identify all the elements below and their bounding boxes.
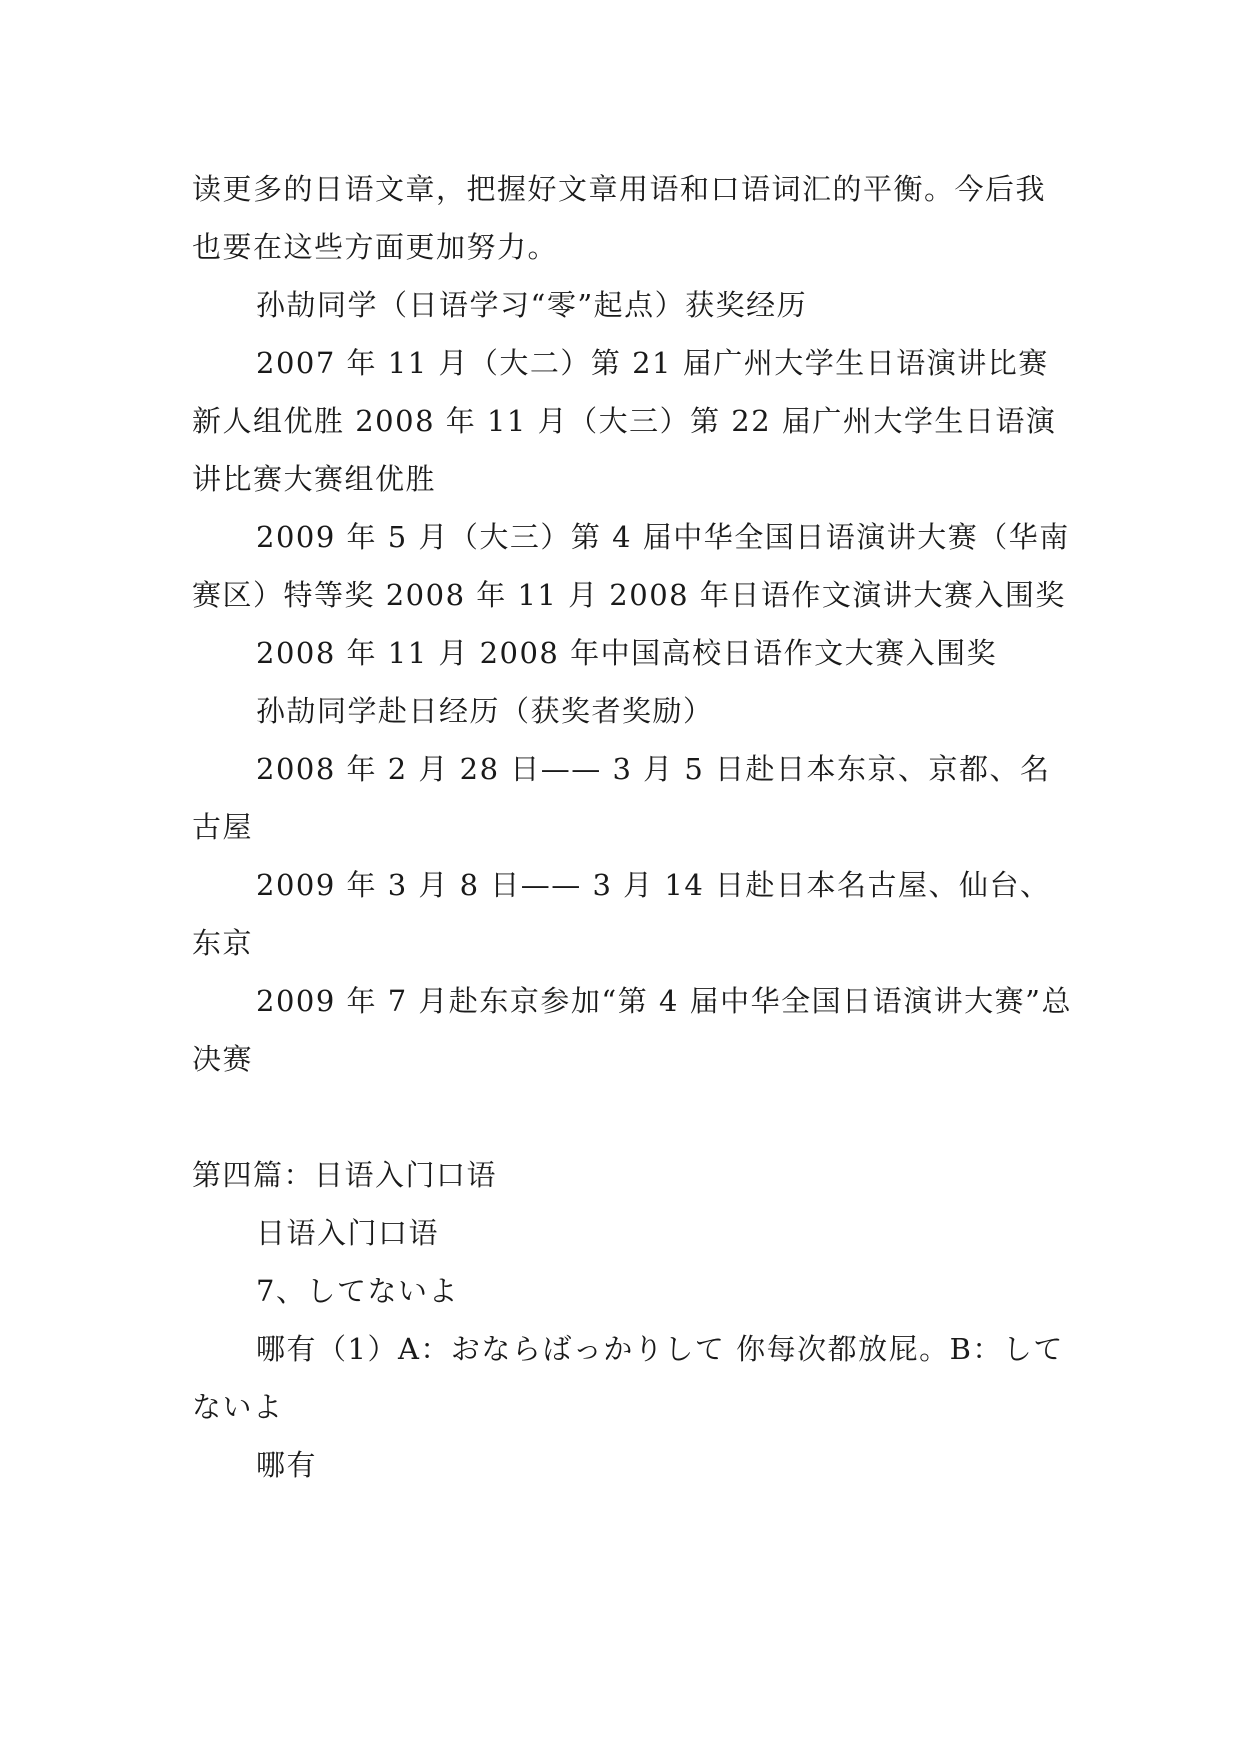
section-heading: 第四篇：日语入门口语 (192, 1158, 498, 1192)
section-paragraph-4: 哪有 (256, 1448, 318, 1482)
paragraph-award-heading: 孙劼同学（日语学习“零”起点）获奖经历 (256, 288, 808, 322)
paragraph-trip-2009-march: 2009 年 3 月 8 日—— 3 月 14 日赴日本名古屋、仙台、东京 (192, 868, 1051, 960)
paragraph-award-2008: 2008 年 11 月 2008 年中国高校日语作文大赛入围奖 (256, 636, 998, 670)
document-body (192, 160, 1072, 1494)
section-paragraph-3: 哪有（1）A：おならばっかりして 你每次都放屁。B：してないよ (192, 1332, 1064, 1424)
section-paragraph-2: 7、してないよ (256, 1274, 459, 1308)
section-paragraph-1: 日语入门口语 (256, 1216, 440, 1250)
paragraph-trip-2008: 2008 年 2 月 28 日—— 3 月 5 日赴日本东京、京都、名古屋 (192, 752, 1051, 844)
section-spacer (192, 1088, 1072, 1146)
paragraph-1: 读更多的日语文章，把握好文章用语和口语词汇的平衡。今后我也要在这些方面更加努力。 (192, 172, 1047, 264)
paragraph-trip-2009-july: 2009 年 7 月赴东京参加“第 4 届中华全国日语演讲大赛”总决赛 (192, 984, 1072, 1076)
paragraph-award-2009: 2009 年 5 月（大三）第 4 届中华全国日语演讲大赛（华南赛区）特等奖 2008 年 11 月 2008 年日语作文演讲大赛入围奖 (192, 520, 1070, 612)
paragraph-japan-trip-heading: 孙劼同学赴日经历（获奖者奖励） (256, 694, 714, 728)
paragraph-award-2007: 2007 年 11 月（大二）第 21 届广州大学生日语演讲比赛新人组优胜 2008 年 11 月（大三）第 22 届广州大学生日语演讲比赛大赛组优胜 (192, 346, 1057, 496)
